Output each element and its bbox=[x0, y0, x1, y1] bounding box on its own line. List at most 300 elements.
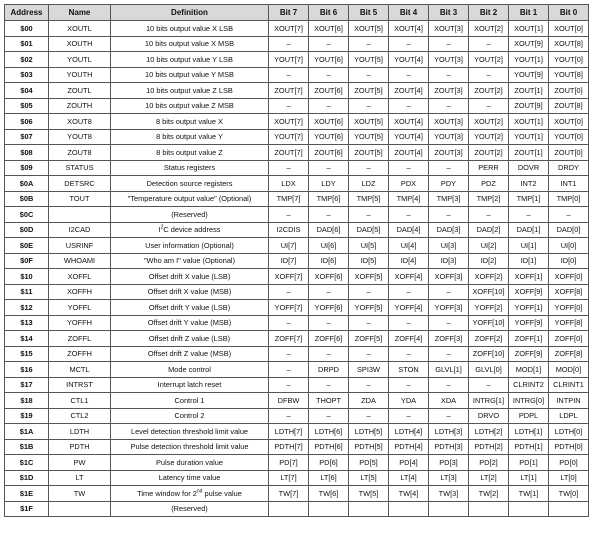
definition-cell: Pulse duration value bbox=[111, 455, 269, 471]
table-row bbox=[5, 486, 589, 502]
header-cell-address: Address bbox=[5, 5, 49, 21]
name-cell: XOFFL bbox=[49, 269, 111, 285]
name-cell: YOFFH bbox=[49, 315, 111, 331]
table-row bbox=[5, 284, 589, 300]
bit-cell: ZOFF[9] bbox=[509, 346, 549, 362]
bit-cell: SPI3W bbox=[349, 362, 389, 378]
bit-cell bbox=[509, 501, 549, 517]
bit-cell: YOUT[5] bbox=[349, 52, 389, 68]
definition-cell: 10 bits output value X LSB bbox=[111, 21, 269, 37]
bit-cell: – bbox=[349, 160, 389, 176]
bit-cell: YOUT[2] bbox=[469, 129, 509, 145]
bit-cell: YOUT[7] bbox=[269, 129, 309, 145]
bit-cell: – bbox=[469, 36, 509, 52]
bit-cell: ZOUT[5] bbox=[349, 145, 389, 161]
bit-cell: LDTH[3] bbox=[429, 424, 469, 440]
bit-cell: PDTH[4] bbox=[389, 439, 429, 455]
header-cell-bit6: Bit 6 bbox=[309, 5, 349, 21]
bit-cell: – bbox=[469, 67, 509, 83]
name-cell: XOUTH bbox=[49, 36, 111, 52]
bit-cell: PD[4] bbox=[389, 455, 429, 471]
bit-cell: – bbox=[309, 377, 349, 393]
bit-cell: TW[7] bbox=[269, 486, 309, 502]
bit-cell: ZOFF[4] bbox=[389, 331, 429, 347]
name-cell: YOUTH bbox=[49, 67, 111, 83]
bit-cell: UI[5] bbox=[349, 238, 389, 254]
bit-cell: XOFF[1] bbox=[509, 269, 549, 285]
table-row bbox=[5, 346, 589, 362]
bit-cell: – bbox=[429, 377, 469, 393]
table-row bbox=[5, 455, 589, 471]
register-map bbox=[4, 4, 589, 517]
bit-cell: DOVR bbox=[509, 160, 549, 176]
table-row bbox=[5, 408, 589, 424]
bit-cell: XDA bbox=[429, 393, 469, 409]
header-cell-bit0: Bit 0 bbox=[549, 5, 589, 21]
definition-cell: 10 bits output value Y LSB bbox=[111, 52, 269, 68]
name-cell: TOUT bbox=[49, 191, 111, 207]
bit-cell: PDTH[6] bbox=[309, 439, 349, 455]
bit-cell: TW[2] bbox=[469, 486, 509, 502]
bit-cell: LDTH[4] bbox=[389, 424, 429, 440]
definition-cell: 8 bits output value X bbox=[111, 114, 269, 130]
bit-cell: DAD[5] bbox=[349, 222, 389, 238]
name-cell: WHOAMI bbox=[49, 253, 111, 269]
address-cell: $1C bbox=[5, 455, 49, 471]
bit-cell: CLRINT2 bbox=[509, 377, 549, 393]
name-cell: XOUT8 bbox=[49, 114, 111, 130]
bit-cell: DAD[3] bbox=[429, 222, 469, 238]
name-cell: YOFFL bbox=[49, 300, 111, 316]
address-cell: $03 bbox=[5, 67, 49, 83]
bit-cell: UI[1] bbox=[509, 238, 549, 254]
bit-cell: XOUT[0] bbox=[549, 114, 589, 130]
bit-cell: – bbox=[429, 98, 469, 114]
bit-cell: MOD[1] bbox=[509, 362, 549, 378]
address-cell: $07 bbox=[5, 129, 49, 145]
bit-cell: STON bbox=[389, 362, 429, 378]
table-row bbox=[5, 501, 589, 517]
bit-cell: TMP[5] bbox=[349, 191, 389, 207]
definition-cell: Mode control bbox=[111, 362, 269, 378]
bit-cell: LDTH[7] bbox=[269, 424, 309, 440]
bit-cell: – bbox=[429, 408, 469, 424]
bit-cell: LDTH[1] bbox=[509, 424, 549, 440]
table-row bbox=[5, 36, 589, 52]
address-cell: $02 bbox=[5, 52, 49, 68]
bit-cell: XOFF[9] bbox=[509, 284, 549, 300]
bit-cell: UI[7] bbox=[269, 238, 309, 254]
bit-cell: PDTH[5] bbox=[349, 439, 389, 455]
bit-cell: – bbox=[389, 284, 429, 300]
bit-cell: – bbox=[429, 207, 469, 223]
bit-cell: DAD[1] bbox=[509, 222, 549, 238]
bit-cell: LDTH[6] bbox=[309, 424, 349, 440]
bit-cell: UI[0] bbox=[549, 238, 589, 254]
header-cell-bit4: Bit 4 bbox=[389, 5, 429, 21]
bit-cell: ZOFF[8] bbox=[549, 346, 589, 362]
table-row bbox=[5, 377, 589, 393]
definition-superscript: 2 bbox=[160, 224, 164, 231]
address-cell: $0C bbox=[5, 207, 49, 223]
bit-cell: ZOUT[3] bbox=[429, 83, 469, 99]
definition-cell: User information (Optional) bbox=[111, 238, 269, 254]
bit-cell: YOUT[0] bbox=[549, 129, 589, 145]
table-row bbox=[5, 269, 589, 285]
bit-cell: CLRINT1 bbox=[549, 377, 589, 393]
address-cell: $12 bbox=[5, 300, 49, 316]
bit-cell: YOFF[2] bbox=[469, 300, 509, 316]
name-cell: DETSRC bbox=[49, 176, 111, 192]
bit-cell: TMP[3] bbox=[429, 191, 469, 207]
address-cell: $1A bbox=[5, 424, 49, 440]
bit-cell: – bbox=[349, 408, 389, 424]
table-row bbox=[5, 129, 589, 145]
bit-cell: ZOUT[3] bbox=[429, 145, 469, 161]
table-row bbox=[5, 362, 589, 378]
bit-cell: YOFF[4] bbox=[389, 300, 429, 316]
table-row bbox=[5, 160, 589, 176]
bit-cell: ZOUT[2] bbox=[469, 145, 509, 161]
bit-cell: ID[7] bbox=[269, 253, 309, 269]
bit-cell: – bbox=[429, 67, 469, 83]
name-cell: CTL2 bbox=[49, 408, 111, 424]
table-row bbox=[5, 98, 589, 114]
address-cell: $13 bbox=[5, 315, 49, 331]
table-row bbox=[5, 222, 589, 238]
bit-cell: ZOUT[7] bbox=[269, 145, 309, 161]
bit-cell: PD[5] bbox=[349, 455, 389, 471]
bit-cell: TMP[2] bbox=[469, 191, 509, 207]
bit-cell bbox=[389, 501, 429, 517]
bit-cell: GLVL[1] bbox=[429, 362, 469, 378]
bit-cell: YOUT[0] bbox=[549, 52, 589, 68]
bit-cell: MOD[0] bbox=[549, 362, 589, 378]
bit-cell: UI[6] bbox=[309, 238, 349, 254]
bit-cell: – bbox=[309, 160, 349, 176]
bit-cell: TW[5] bbox=[349, 486, 389, 502]
bit-cell: TW[4] bbox=[389, 486, 429, 502]
bit-cell: – bbox=[389, 346, 429, 362]
bit-cell: – bbox=[269, 408, 309, 424]
bit-cell: PD[0] bbox=[549, 455, 589, 471]
bit-cell: ZOUT[2] bbox=[469, 83, 509, 99]
address-cell: $0F bbox=[5, 253, 49, 269]
bit-cell: YOUT[5] bbox=[349, 129, 389, 145]
bit-cell: – bbox=[269, 346, 309, 362]
bit-cell: XOUT[2] bbox=[469, 21, 509, 37]
bit-cell: ZOFF[5] bbox=[349, 331, 389, 347]
bit-cell: ID[6] bbox=[309, 253, 349, 269]
table-row bbox=[5, 207, 589, 223]
bit-cell: ID[2] bbox=[469, 253, 509, 269]
bit-cell: ID[1] bbox=[509, 253, 549, 269]
bit-cell: – bbox=[389, 67, 429, 83]
name-cell: ZOUTH bbox=[49, 98, 111, 114]
address-cell: $10 bbox=[5, 269, 49, 285]
bit-cell: LT[3] bbox=[429, 470, 469, 486]
header-cell-bit7: Bit 7 bbox=[269, 5, 309, 21]
definition-cell: 8 bits output value Y bbox=[111, 129, 269, 145]
table-row bbox=[5, 315, 589, 331]
definition-cell: 10 bits output value Y MSB bbox=[111, 67, 269, 83]
address-cell: $0A bbox=[5, 176, 49, 192]
definition-cell: "Who am I" value (Optional) bbox=[111, 253, 269, 269]
bit-cell: XOUT[4] bbox=[389, 21, 429, 37]
bit-cell: THOPT bbox=[309, 393, 349, 409]
bit-cell: – bbox=[429, 160, 469, 176]
address-cell: $0B bbox=[5, 191, 49, 207]
bit-cell: – bbox=[349, 98, 389, 114]
name-cell: ZOFFH bbox=[49, 346, 111, 362]
bit-cell: ZOUT[6] bbox=[309, 145, 349, 161]
bit-cell: LDTH[5] bbox=[349, 424, 389, 440]
bit-cell: UI[3] bbox=[429, 238, 469, 254]
bit-cell: – bbox=[469, 207, 509, 223]
bit-cell: XOFF[8] bbox=[549, 284, 589, 300]
bit-cell: TMP[1] bbox=[509, 191, 549, 207]
name-cell: STATUS bbox=[49, 160, 111, 176]
bit-cell: XOUT[5] bbox=[349, 114, 389, 130]
bit-cell: LT[6] bbox=[309, 470, 349, 486]
address-cell: $16 bbox=[5, 362, 49, 378]
bit-cell: XOFF[10] bbox=[469, 284, 509, 300]
bit-cell: DAD[2] bbox=[469, 222, 509, 238]
bit-cell: YOUT[8] bbox=[549, 67, 589, 83]
bit-cell: – bbox=[309, 346, 349, 362]
bit-cell: ID[4] bbox=[389, 253, 429, 269]
definition-cell bbox=[111, 222, 269, 238]
bit-cell: – bbox=[429, 346, 469, 362]
bit-cell: XOUT[7] bbox=[269, 21, 309, 37]
address-cell: $19 bbox=[5, 408, 49, 424]
header-cell-bit3: Bit 3 bbox=[429, 5, 469, 21]
bit-cell: YOFF[7] bbox=[269, 300, 309, 316]
bit-cell: TMP[4] bbox=[389, 191, 429, 207]
address-cell: $0E bbox=[5, 238, 49, 254]
bit-cell: ZOUT[1] bbox=[509, 145, 549, 161]
bit-cell: YOFF[10] bbox=[469, 315, 509, 331]
bit-cell: YOUT[7] bbox=[269, 52, 309, 68]
register-table bbox=[4, 4, 589, 517]
address-cell: $1F bbox=[5, 501, 49, 517]
name-cell: ZOFFL bbox=[49, 331, 111, 347]
bit-cell: INTRG[1] bbox=[469, 393, 509, 409]
bit-cell: PD[6] bbox=[309, 455, 349, 471]
bit-cell: GLVL[0] bbox=[469, 362, 509, 378]
name-cell bbox=[49, 501, 111, 517]
bit-cell: XOFF[2] bbox=[469, 269, 509, 285]
bit-cell: – bbox=[309, 315, 349, 331]
bit-cell: – bbox=[389, 36, 429, 52]
definition-cell: Status registers bbox=[111, 160, 269, 176]
bit-cell: INTPIN bbox=[549, 393, 589, 409]
bit-cell: TW[6] bbox=[309, 486, 349, 502]
bit-cell: PERR bbox=[469, 160, 509, 176]
header-cell-bit2: Bit 2 bbox=[469, 5, 509, 21]
definition-cell: 8 bits output value Z bbox=[111, 145, 269, 161]
bit-cell: INT1 bbox=[549, 176, 589, 192]
bit-cell: ZOUT[0] bbox=[549, 83, 589, 99]
bit-cell: – bbox=[269, 160, 309, 176]
bit-cell: – bbox=[309, 36, 349, 52]
bit-cell: XOFF[6] bbox=[309, 269, 349, 285]
bit-cell: – bbox=[269, 284, 309, 300]
bit-cell: – bbox=[349, 36, 389, 52]
bit-cell: – bbox=[309, 207, 349, 223]
bit-cell: – bbox=[429, 284, 469, 300]
bit-cell: LT[7] bbox=[269, 470, 309, 486]
bit-cell: ID[5] bbox=[349, 253, 389, 269]
table-row bbox=[5, 83, 589, 99]
address-cell: $1D bbox=[5, 470, 49, 486]
header-cell-definition: Definition bbox=[111, 5, 269, 21]
bit-cell: YOFF[5] bbox=[349, 300, 389, 316]
bit-cell: – bbox=[389, 207, 429, 223]
bit-cell: – bbox=[269, 315, 309, 331]
bit-cell: LT[5] bbox=[349, 470, 389, 486]
bit-cell: XOUT[4] bbox=[389, 114, 429, 130]
definition-cell: Offset drift X value (LSB) bbox=[111, 269, 269, 285]
definition-superscript: nd bbox=[196, 488, 203, 495]
address-cell: $04 bbox=[5, 83, 49, 99]
bit-cell: ID[0] bbox=[549, 253, 589, 269]
bit-cell: PDTH[2] bbox=[469, 439, 509, 455]
bit-cell: ZOUT[4] bbox=[389, 83, 429, 99]
definition-cell: Level detection threshold limit value bbox=[111, 424, 269, 440]
bit-cell: – bbox=[509, 207, 549, 223]
bit-cell: DRVO bbox=[469, 408, 509, 424]
bit-cell: – bbox=[269, 36, 309, 52]
bit-cell: TW[1] bbox=[509, 486, 549, 502]
bit-cell: XOFF[7] bbox=[269, 269, 309, 285]
address-cell: $0D bbox=[5, 222, 49, 238]
bit-cell: YOUT[2] bbox=[469, 52, 509, 68]
bit-cell: YOUT[6] bbox=[309, 129, 349, 145]
name-cell: MCTL bbox=[49, 362, 111, 378]
table-row bbox=[5, 238, 589, 254]
bit-cell: XOUT[0] bbox=[549, 21, 589, 37]
table-row bbox=[5, 67, 589, 83]
table-row bbox=[5, 424, 589, 440]
bit-cell: LT[4] bbox=[389, 470, 429, 486]
definition-cell: 10 bits output value Z MSB bbox=[111, 98, 269, 114]
definition-cell: Offset drift Y value (LSB) bbox=[111, 300, 269, 316]
name-cell: INTRST bbox=[49, 377, 111, 393]
bit-cell: – bbox=[309, 408, 349, 424]
table-row bbox=[5, 114, 589, 130]
name-cell: LDTH bbox=[49, 424, 111, 440]
address-cell: $15 bbox=[5, 346, 49, 362]
bit-cell: XOUT[3] bbox=[429, 21, 469, 37]
address-cell: $01 bbox=[5, 36, 49, 52]
definition-cell: 10 bits output value X MSB bbox=[111, 36, 269, 52]
definition-text-pre: I bbox=[158, 225, 161, 235]
address-cell: $14 bbox=[5, 331, 49, 347]
name-cell: I2CAD bbox=[49, 222, 111, 238]
bit-cell: – bbox=[549, 207, 589, 223]
bit-cell: PDTH[0] bbox=[549, 439, 589, 455]
bit-cell: ZOUT[5] bbox=[349, 83, 389, 99]
bit-cell: YOUT[3] bbox=[429, 129, 469, 145]
bit-cell: DAD[0] bbox=[549, 222, 589, 238]
definition-cell: Offset drift X value (MSB) bbox=[111, 284, 269, 300]
bit-cell: LDPL bbox=[549, 408, 589, 424]
bit-cell: YOUT[3] bbox=[429, 52, 469, 68]
bit-cell: – bbox=[429, 36, 469, 52]
bit-cell: XOUT[1] bbox=[509, 21, 549, 37]
definition-cell: Pulse detection threshold limit value bbox=[111, 439, 269, 455]
table-row bbox=[5, 393, 589, 409]
bit-cell: – bbox=[349, 207, 389, 223]
bit-cell: XOFF[0] bbox=[549, 269, 589, 285]
bit-cell: ZDA bbox=[349, 393, 389, 409]
table-row bbox=[5, 300, 589, 316]
table-row bbox=[5, 176, 589, 192]
bit-cell bbox=[429, 501, 469, 517]
bit-cell: DRDY bbox=[549, 160, 589, 176]
bit-cell: – bbox=[349, 315, 389, 331]
name-cell: CTL1 bbox=[49, 393, 111, 409]
address-cell: $1E bbox=[5, 486, 49, 502]
bit-cell: LDX bbox=[269, 176, 309, 192]
bit-cell: – bbox=[269, 98, 309, 114]
definition-text-pre: Time window for 2 bbox=[137, 488, 197, 498]
bit-cell bbox=[309, 501, 349, 517]
bit-cell: ZOUT[9] bbox=[509, 98, 549, 114]
table-row bbox=[5, 21, 589, 37]
address-cell: $09 bbox=[5, 160, 49, 176]
address-cell: $17 bbox=[5, 377, 49, 393]
bit-cell: YOUT[4] bbox=[389, 52, 429, 68]
definition-cell: Control 2 bbox=[111, 408, 269, 424]
bit-cell: INTRG[0] bbox=[509, 393, 549, 409]
bit-cell: ZOFF[0] bbox=[549, 331, 589, 347]
bit-cell: – bbox=[389, 315, 429, 331]
bit-cell: XOUT[8] bbox=[549, 36, 589, 52]
bit-cell: ZOUT[4] bbox=[389, 145, 429, 161]
bit-cell: YOUT[9] bbox=[509, 67, 549, 83]
bit-cell: I2CDIS bbox=[269, 222, 309, 238]
bit-cell: – bbox=[349, 67, 389, 83]
bit-cell: XOUT[3] bbox=[429, 114, 469, 130]
bit-cell: PDTH[3] bbox=[429, 439, 469, 455]
table-row bbox=[5, 52, 589, 68]
bit-cell: ZOUT[8] bbox=[549, 98, 589, 114]
bit-cell: YOFF[0] bbox=[549, 300, 589, 316]
bit-cell: YOFF[3] bbox=[429, 300, 469, 316]
name-cell: PDTH bbox=[49, 439, 111, 455]
bit-cell: ZOFF[1] bbox=[509, 331, 549, 347]
definition-cell: Offset drift Z value (LSB) bbox=[111, 331, 269, 347]
bit-cell: YOFF[6] bbox=[309, 300, 349, 316]
name-cell bbox=[49, 207, 111, 223]
table-row bbox=[5, 191, 589, 207]
bit-cell: INT2 bbox=[509, 176, 549, 192]
bit-cell bbox=[269, 501, 309, 517]
bit-cell: ZOUT[0] bbox=[549, 145, 589, 161]
bit-cell: – bbox=[309, 284, 349, 300]
bit-cell: – bbox=[389, 160, 429, 176]
bit-cell: – bbox=[389, 377, 429, 393]
bit-cell: – bbox=[269, 377, 309, 393]
name-cell: ZOUT8 bbox=[49, 145, 111, 161]
bit-cell: LDY bbox=[309, 176, 349, 192]
bit-cell: LDTH[0] bbox=[549, 424, 589, 440]
definition-cell: Interrupt latch reset bbox=[111, 377, 269, 393]
table-row bbox=[5, 439, 589, 455]
name-cell: ZOUTL bbox=[49, 83, 111, 99]
